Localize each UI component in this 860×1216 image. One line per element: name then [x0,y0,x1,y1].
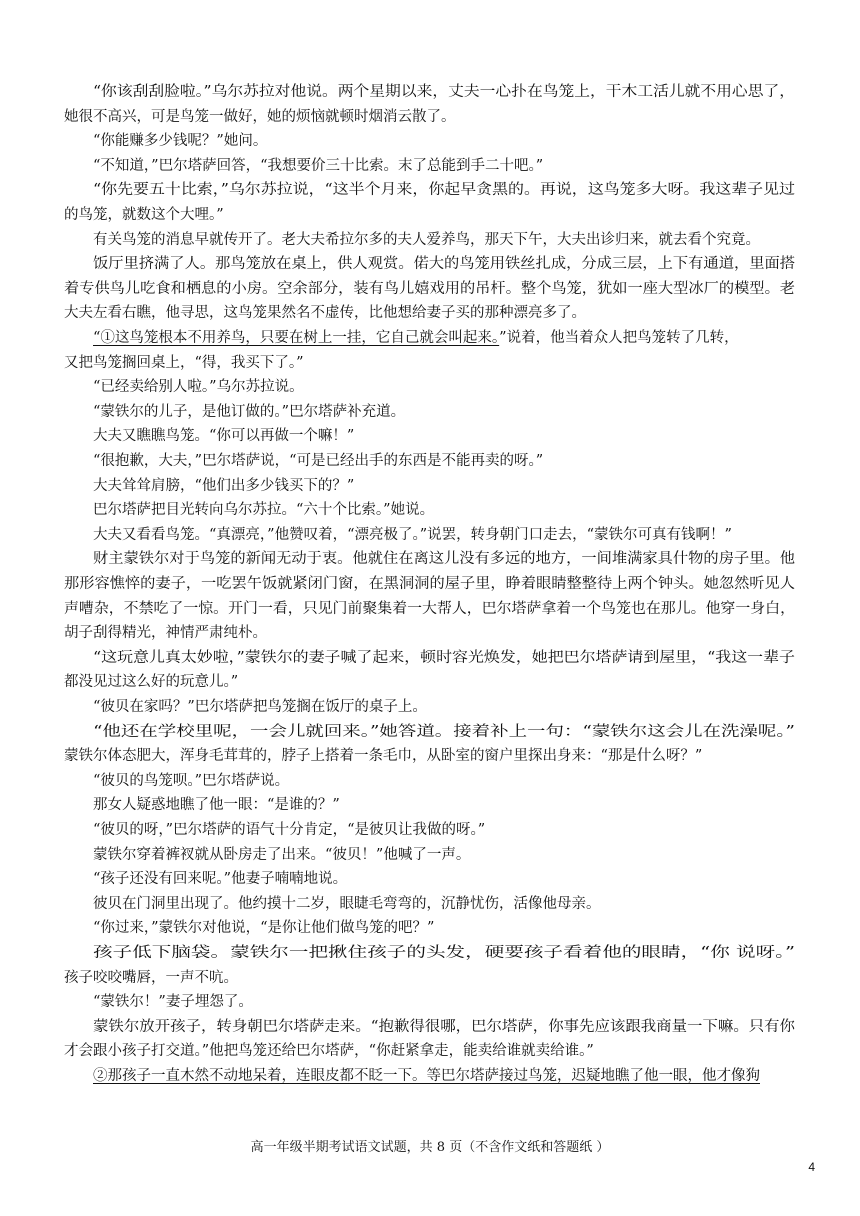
text-line [93,500,434,520]
line-text: 大夫又看看鸟笼。“真漂亮，”他赞叹着，“漂亮极了。”说罢，转身朝门口走去，“蒙铁尔可真有钱啊！” [93,526,732,543]
line-text: 孩子低下脑袋。蒙铁尔一把揪住孩子的头发，硬要孩子看着他的眼睛，“你 说呀。” [93,945,795,961]
text-line [93,156,543,176]
text-line [93,1017,795,1037]
underlined-sentence: ②那孩子一直木然不动地呆着，连眼皮都不眨一下。等巴尔塔萨接过鸟笼，迟疑地瞧了他一眼，他才像狗 [93,1068,760,1084]
line-text: 巴尔塔萨把目光转向乌尔苏拉。“六十个比索。”她说。 [93,502,435,519]
text-line [64,968,238,988]
text-line [93,943,795,963]
text-line [64,303,586,323]
text-line [93,894,601,914]
text-line [64,279,795,299]
line-text: 大夫耸耸肩膀，“他们出多少钱买下的？” [93,477,355,494]
line-text: “已经卖给别人啦。”乌尔苏拉说。 [93,379,304,396]
text-line [64,623,267,643]
text-line [93,377,304,397]
text-line [93,180,795,200]
text-line [64,107,456,127]
line-text: “这玩意儿真太妙啦，”蒙铁尔的妻子喊了起来，顿时容光焕发，她把巴尔塔萨请到屋里，“我这一辈子 [93,649,796,666]
text-line [93,451,543,471]
line-text-after: ”说着，他当着众人把鸟笼转了几转， [499,330,739,346]
line-text: 蒙铁尔放开孩子，转身朝巴尔塔萨走来。“抱歉得很哪，巴尔塔萨，你事先应该跟我商量一下嘛。只有你 [93,1018,795,1035]
line-text: 都没见过这么好的玩意儿。” [64,674,239,691]
text-line [93,426,354,446]
text-line [93,820,485,840]
page-footer: 高一年级半期考试语文试题，共 8 页（不含作文纸和答题纸 ） [250,1140,610,1155]
line-text: “孩子还没有回来呢。”他妻子喃喃地说。 [93,871,348,888]
line-text: 蒙铁尔穿着裤衩就从卧房走了出来。“彼贝！”他喊了一声。 [93,846,471,863]
text-line [93,82,795,102]
line-text: 又把鸟笼搁回桌上，“得，我买下了。” [64,354,304,371]
line-text: “彼贝的鸟笼呗。”巴尔塔萨说。 [93,772,290,789]
text-line [93,131,267,151]
text-line [93,697,427,717]
line-text: 那形容憔悴的妻子，一吃罢午饭就紧闭门窗，在黑洞洞的屋子里，睁着眼睛整整待上两个钟头。她忽然听见人 [64,576,795,592]
line-text: “蒙铁尔的儿子，是他订做的。”巴尔塔萨补充道。 [93,403,406,420]
line-text: “蒙铁尔！”妻子埋怨了。 [93,994,253,1011]
text-line [64,599,795,619]
line-text: 饭厅里挤满了人。那鸟笼放在桌上，供人观赏。偌大的鸟笼用铁丝扎成，分成三层，上下有通道，里面搭 [93,256,795,273]
text-line [93,1066,760,1086]
text-line [93,525,732,545]
line-text: 彼贝在门洞里出现了。他约摸十二岁，眼睫毛弯弯的，沉静忧伤，活像他母亲。 [93,895,601,912]
line-text: “不知道，”巴尔塔萨回答，“我想要价三十比索。末了总能到手二十吧。” [93,157,544,174]
text-line [93,230,760,250]
text-line [93,869,347,889]
line-text: 蒙铁尔体态肥大，浑身毛茸茸的，脖子上搭着一条毛巾，从卧室的窗户里探出身来：“那是什么呀？” [64,748,703,765]
text-line [64,746,702,766]
line-text: “你该刮刮脸啦。”乌尔苏拉对他说。两个星期以来，丈夫一心扑在鸟笼上，干木工活儿就不用心思了， [93,84,795,100]
text-line [64,1041,594,1061]
text-line [64,672,238,692]
text-line [93,648,795,668]
text-line [93,549,795,569]
text-line [64,205,224,225]
line-text: “你先要五十比索，”乌尔苏拉说，“这半个月来，你起早贪黑的。再说，这鸟笼多大呀。我这辈子见过 [93,182,796,199]
text-line [93,402,405,422]
text-line [64,353,304,373]
underlined-sentence: “①这鸟笼根本不用养鸟，只要在树上一挂，它自己就会叫起来。 [93,330,500,346]
line-text: 才会跟小孩子打交道。”他把鸟笼还给巴尔塔萨，“你赶紧拿走，能卖给谁就卖给谁。” [64,1043,594,1060]
line-text: 那女人疑惑地瞧了他一眼：“是谁的？” [93,797,340,814]
line-text: 大夫左看右瞧，他寻思，这鸟笼果然名不虚传，比他想给妻子买的那种漂亮多了。 [64,305,586,322]
line-text: 孩子咬咬嘴唇，一声不吭。 [64,969,238,986]
page-number: 4 [808,1160,815,1174]
line-text: 着专供鸟儿吃食和栖息的小房。空余部分，装有鸟儿嬉戏用的吊杆。整个鸟笼，犹如一座大型冰厂的模型。老 [64,280,795,297]
line-text: 胡子刮得精光，神情严肃纯朴。 [64,625,267,642]
text-line [93,254,795,274]
text-line [93,918,434,938]
line-text: “彼贝的呀，”巴尔塔萨的语气十分肯定，“是彼贝让我做的呀。” [93,822,486,838]
text-line [93,992,253,1012]
line-text: 的鸟笼，就数这个大哩。” [64,207,224,223]
line-text: 大夫又瞧瞧鸟笼。“你可以再做一个嘛！” [93,428,355,445]
line-text: 财主蒙铁尔对于鸟笼的新闻无动于衷。他就住在离这儿没有多远的地方，一间堆满家具什物的房子里。他 [93,551,795,568]
line-text: “彼贝在家吗？”巴尔塔萨把鸟笼搁在饭厅的桌子上。 [93,699,427,715]
line-text: “他还在学校里呢，一会儿就回来。”她答道。接着补上一句：“蒙铁尔这会儿在洗澡呢。” [93,723,795,740]
text-line [93,328,739,348]
line-text: 她很不高兴，可是鸟笼一做好，她的烦恼就顿时烟消云散了。 [64,108,456,125]
text-line [64,574,795,594]
text-line [93,476,354,496]
text-line [93,845,470,865]
text-line [93,795,340,815]
line-text: “你过来，”蒙铁尔对他说，“是你让他们做鸟笼的吧？” [93,920,435,937]
line-text: “你能赚多少钱呢？”她问。 [93,133,268,150]
line-text: 有关鸟笼的消息早就传开了。老大夫希拉尔多的夫人爱养鸟，那天下午，大夫出诊归来，就去看个究竟。 [93,231,760,248]
text-line [93,771,289,791]
line-text: “很抱歉，大夫，”巴尔塔萨说，“可是已经出手的东西是不能再卖的呀。” [93,453,544,469]
text-line [93,722,795,742]
line-text: 声嘈杂，不禁吃了一惊。开门一看，只见门前聚集着一大帮人，巴尔塔萨拿着一个鸟笼也在那儿。他穿一身白， [64,600,795,617]
